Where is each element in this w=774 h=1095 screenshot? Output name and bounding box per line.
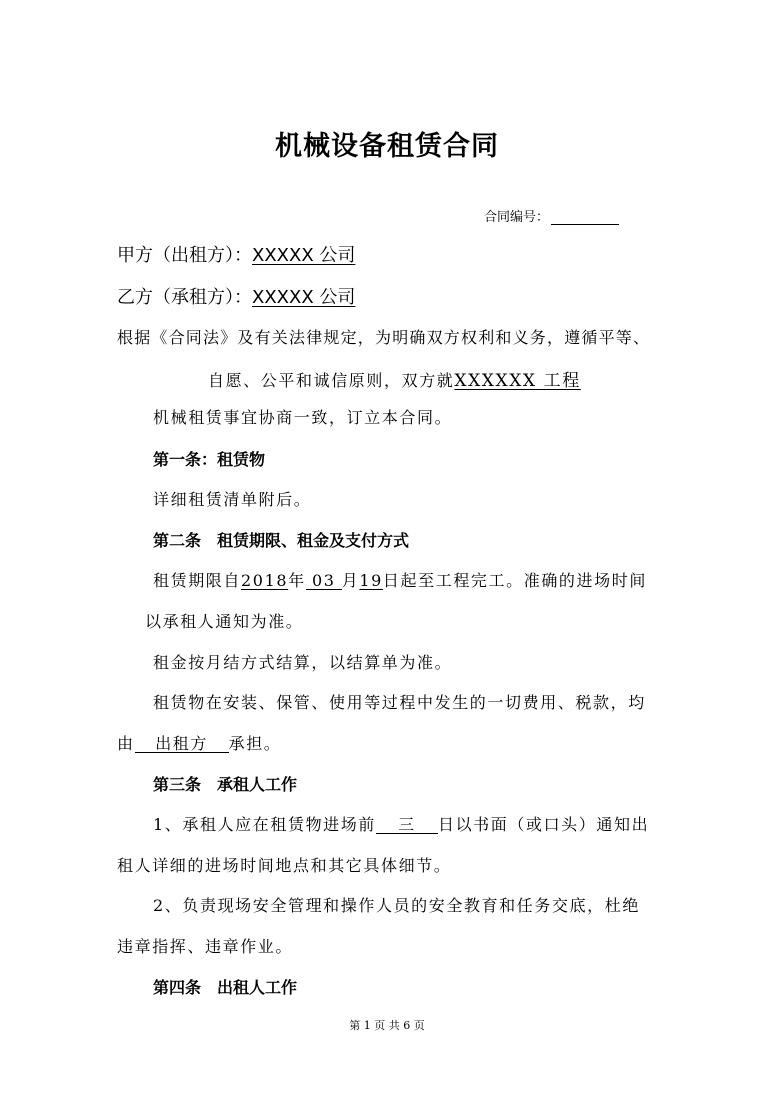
contract-number — [484, 206, 619, 225]
contract-number-blank — [551, 210, 619, 225]
lease-start-month: 03 — [306, 572, 342, 590]
lease-start-day: 19 — [359, 571, 383, 590]
party-b-value: XXXXX 公司 — [252, 287, 356, 308]
tenant-duty-1-line-1 — [153, 812, 649, 835]
article-4-heading: 第四条 出租人工作 — [153, 978, 298, 997]
month-unit: 月 — [341, 571, 360, 590]
tenant-duty-1-line-2: 租人详细的进场时间地点和其它具体细节。 — [117, 856, 452, 875]
year-unit: 年 — [288, 571, 306, 590]
article-1-text: 详细租赁清单附后。 — [153, 490, 312, 509]
lease-term-line-2: 以承租人通知为准。 — [145, 612, 304, 631]
party-a-value: XXXXX 公司 — [252, 245, 356, 266]
project-name: XXXXXX 工程 — [454, 371, 581, 391]
preamble-line-2-text: 自愿、公平和诚信原则，双方就 — [208, 371, 455, 390]
tenant-duty-2-line-1: 2、负责现场安全管理和操作人员的安全教育和任务交底，杜绝 — [153, 896, 640, 915]
article-1-heading: 第一条：租赁物 — [153, 450, 266, 469]
costs-bearing-party: 出租方 — [135, 735, 229, 753]
costs-suffix: 承担。 — [228, 734, 282, 753]
costs-prefix: 由 — [117, 734, 135, 753]
costs-line-1: 租赁物在安装、保管、使用等过程中发生的一切费用、税款，均 — [153, 693, 646, 712]
costs-line-2 — [117, 731, 281, 754]
tenant-duty-1-suffix: 日以书面（或口头）通知出 — [437, 815, 650, 834]
preamble-line-2 — [208, 366, 581, 391]
preamble-line-1: 根据《合同法》及有关法律规定，为明确双方权利和义务，遵循平等、 — [117, 328, 651, 347]
page-footer: 第 1 页 共 6 页 — [349, 1019, 425, 1032]
party-b — [117, 283, 355, 309]
party-a — [117, 241, 355, 267]
article-2-heading: 第二条 租赁期限、租金及支付方式 — [153, 531, 410, 550]
document-title: 机械设备租赁合同 — [275, 131, 499, 162]
contract-number-label: 合同编号： — [484, 210, 550, 225]
lease-term-prefix: 租赁期限自 — [153, 571, 242, 590]
party-a-label: 甲方（出租方）： — [117, 245, 252, 266]
lease-term-line-1 — [153, 568, 647, 591]
party-b-label: 乙方（承租方）： — [117, 287, 252, 308]
lease-term-suffix: 日起至工程完工。准确的进场时间 — [382, 571, 647, 590]
tenant-duty-2-line-2: 违章指挥、违章作业。 — [117, 937, 294, 956]
preamble-line-3: 机械租赁事宜协商一致，订立本合同。 — [153, 408, 453, 427]
rent-settlement: 租金按月结方式结算，以结算单为准。 — [153, 653, 453, 672]
tenant-duty-1-prefix: 1、承租人应在租赁物进场前 — [153, 815, 376, 834]
lease-start-year: 2018 — [241, 571, 289, 590]
notice-days: 三 — [376, 816, 438, 834]
article-3-heading: 第三条 承租人工作 — [153, 775, 298, 794]
